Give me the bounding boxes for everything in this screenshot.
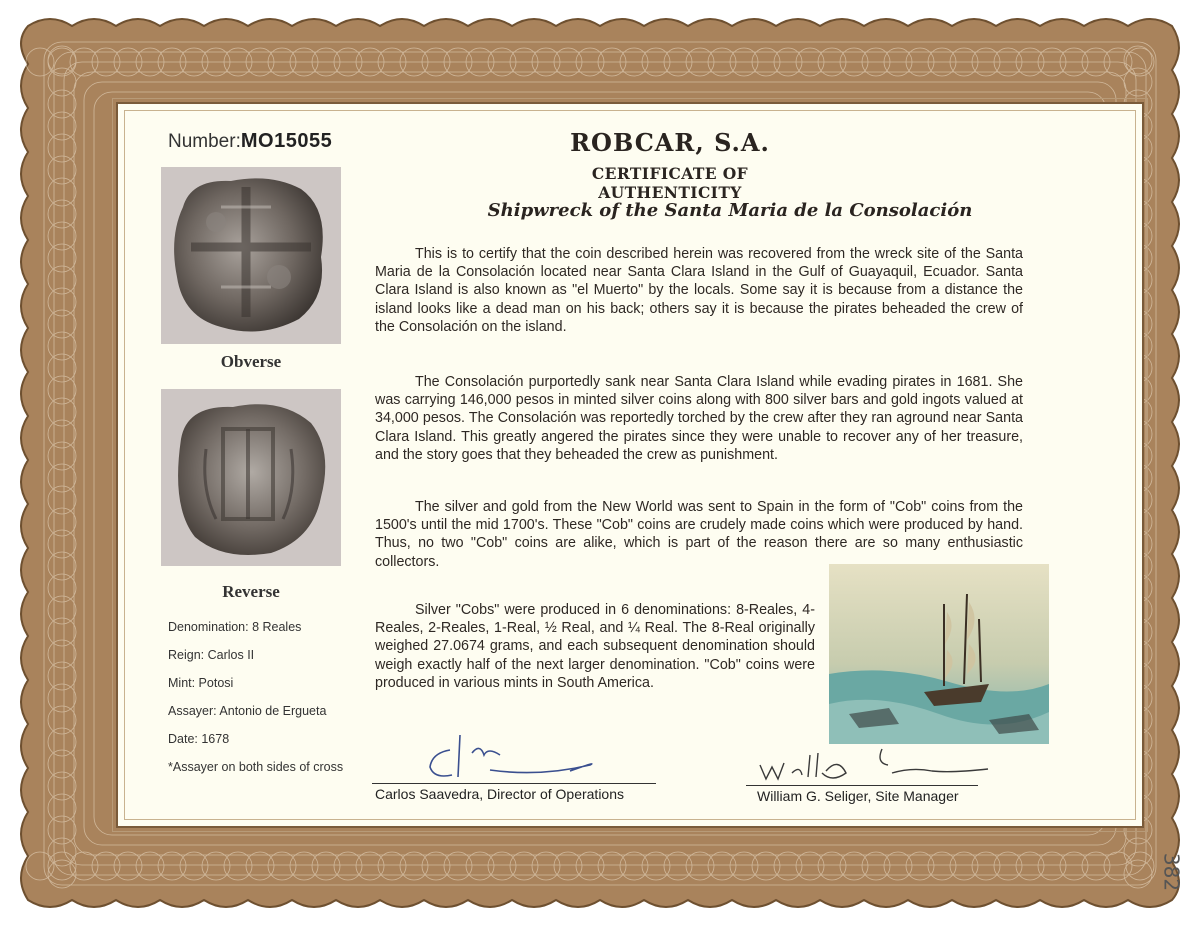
- shipwreck-title: Shipwreck of the Santa Maria de la Consolación: [487, 200, 973, 221]
- spec-note: *Assayer on both sides of cross: [168, 760, 344, 774]
- spec-reign: Reign: Carlos II: [168, 648, 255, 662]
- paragraph-denominations: Silver "Cobs" were produced in 6 denominations: 8-Reales, 4-Reales, 2-Reales, 1-Real, ½ Real, and ¼ Real. The 8-Real originally weighed 27.0674 grams, and each subsequent denomination should weigh exactly half of the next larger denomination. "Cob" coins were produced in various mints in South America.: [375, 602, 815, 691]
- paragraph-cob-coins: The silver and gold from the New World was sent to Spain in the form of "Cob" coins from the 1500's until the mid 1700's. These "Cob" coins are crudely made coins which were produced by hand. Thus, no two "Cob" coins are alike, which is part of the reason there are so many enthusiastic collectors.: [375, 499, 1023, 570]
- signature-right-mark: [752, 743, 992, 787]
- coin-reverse-photo: [161, 389, 341, 566]
- paragraph-history: The Consolación purportedly sank near Santa Clara Island while evading pirates in 1681. She was carrying 146,000 pesos in minted silver coins along with 800 silver bars and gold ingots valued at 34,000 pesos. The Consolación was reportedly torched by the crew after they ran aground near Santa Clara Island. This greatly angered the pirates since they were unable to recover any of her treasure, and the story goes that they beheaded the crew as punishment.: [375, 374, 1023, 463]
- spec-date: Date: 1678: [168, 732, 230, 746]
- signature-name-left: Carlos Saavedra, Director of Operations: [375, 786, 624, 802]
- handwritten-note: [1150, 842, 1190, 902]
- spec-mint: Mint: Potosi: [168, 676, 234, 690]
- certificate-title: CERTIFICATE OF AUTHENTICITY: [591, 164, 749, 202]
- reverse-caption: Reverse: [222, 582, 280, 601]
- spec-assayer: Assayer: Antonio de Ergueta: [168, 704, 327, 718]
- obverse-caption: Obverse: [220, 352, 282, 371]
- number-value: MO15055: [240, 130, 333, 152]
- signature-left-mark: [420, 725, 620, 785]
- ship-painting-image: [829, 564, 1049, 744]
- handwritten-note-text: 382: [1159, 852, 1184, 892]
- company-name: ROBCAR, S.A.: [570, 128, 770, 157]
- coin-obverse-photo: [161, 167, 341, 344]
- certificate-number: [168, 130, 332, 153]
- number-label: Number:: [168, 131, 241, 152]
- signature-line-left: [372, 783, 656, 784]
- coin-specifications: [168, 620, 368, 788]
- paragraph-certification: This is to certify that the coin described herein was recovered from the wreck site of the Santa Maria de la Consolación located near Santa Clara Island in the Gulf of Guayaquil, Ecuador. Santa Clara Island is also known as "el Muerto" by the locals. Some say it is because from a distance the island looks like a dead man on his back; others say it is because the pirates beheaded the crew of the Consolación on the island.: [375, 246, 1023, 335]
- signature-line-right: [746, 785, 978, 786]
- spec-denomination: Denomination: 8 Reales: [168, 620, 302, 634]
- signature-name-right: William G. Seliger, Site Manager: [757, 788, 959, 804]
